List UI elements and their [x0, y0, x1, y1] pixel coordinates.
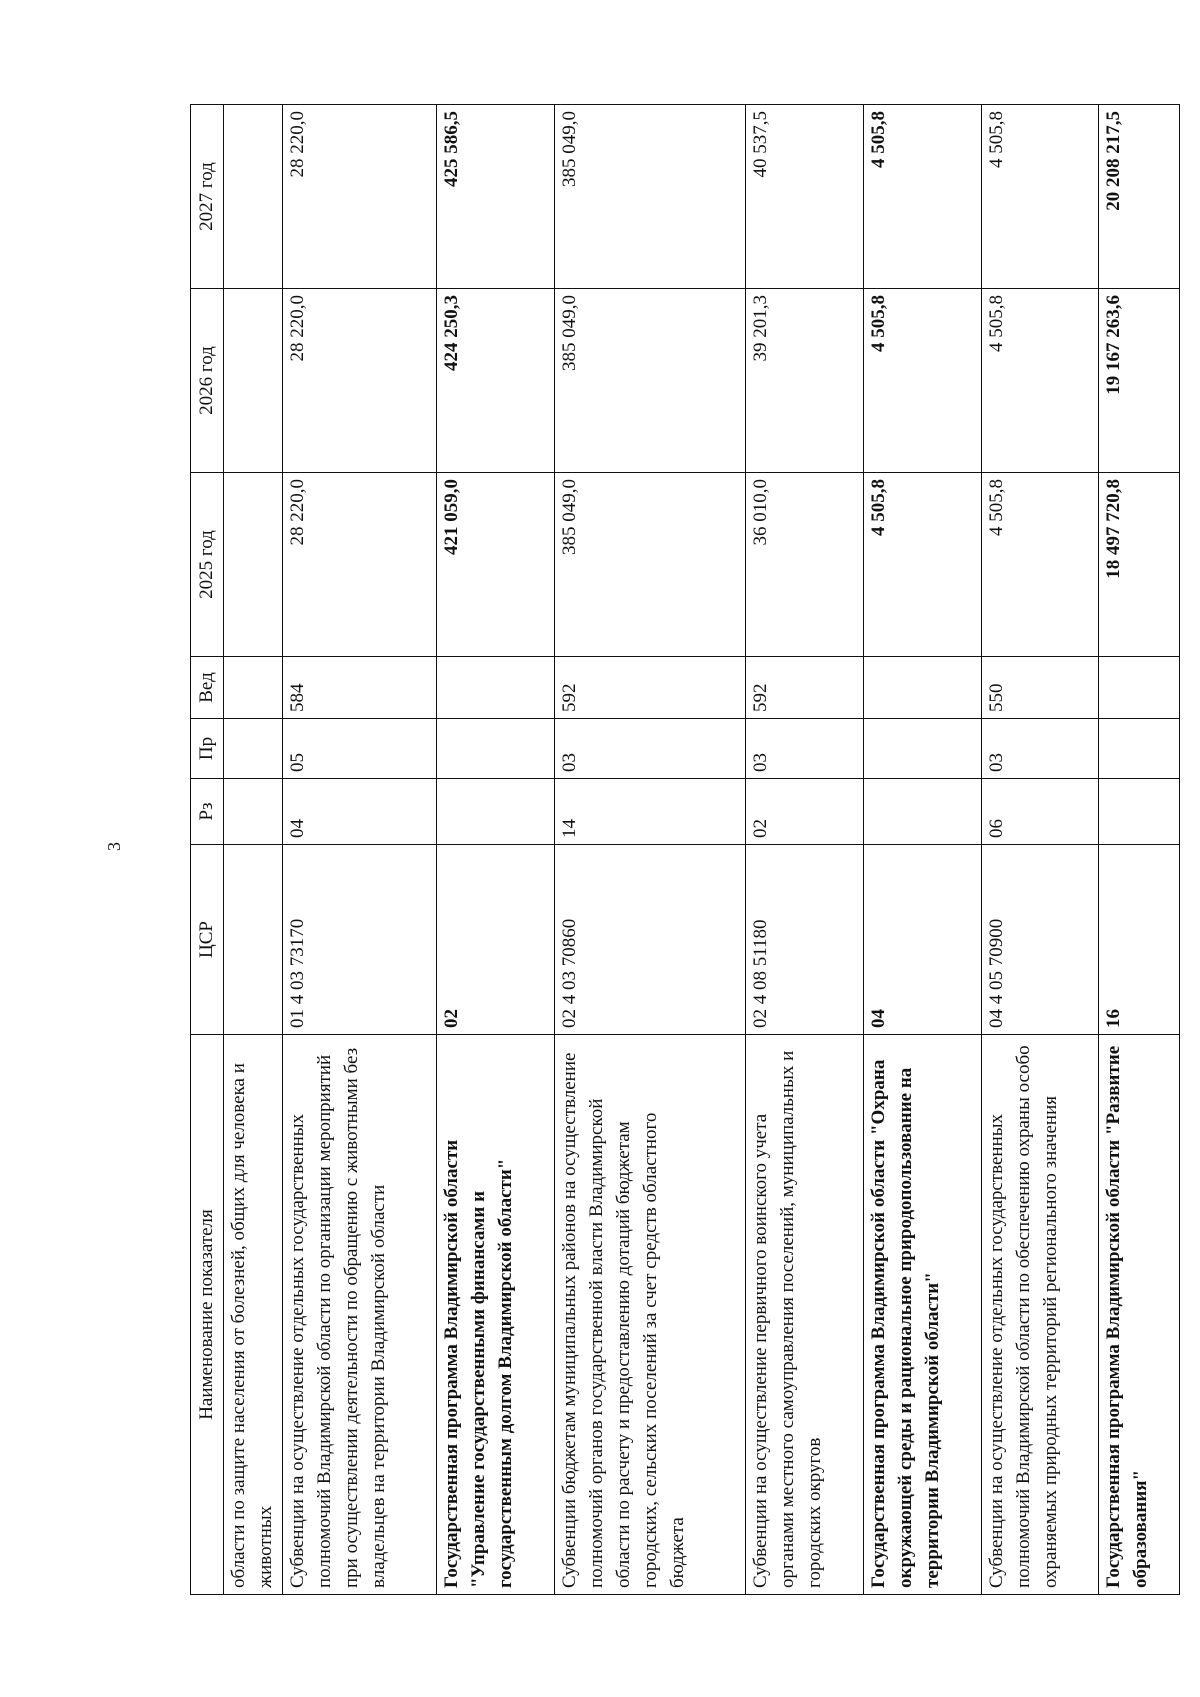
table-row — [1099, 105, 1180, 1595]
row-2026 — [224, 289, 283, 473]
header-csr: ЦСР — [191, 845, 224, 1035]
row-2026: 19 167 263,6 — [1099, 289, 1180, 473]
row-rz — [1099, 779, 1180, 845]
row-pr — [1099, 719, 1180, 779]
row-csr: 04 4 05 70900 — [981, 845, 1099, 1035]
row-ved — [224, 657, 283, 719]
row-rz: 02 — [746, 779, 864, 845]
row-2025 — [224, 473, 283, 657]
table-row — [746, 105, 864, 1595]
row-2025: 18 497 720,8 — [1099, 473, 1180, 657]
row-name: области по защите населения от болезней, общих для человека и животных — [224, 1035, 283, 1595]
table-header-row — [191, 105, 224, 1595]
row-2027: 4 505,8 — [981, 105, 1099, 289]
header-pr: Пр — [191, 719, 224, 779]
table-row — [282, 105, 437, 1595]
row-ved: 584 — [282, 657, 437, 719]
table-row — [981, 105, 1099, 1595]
row-2025: 28 220,0 — [282, 473, 437, 657]
table-row — [555, 105, 746, 1595]
budget-table-container — [190, 105, 1180, 1595]
row-rz — [224, 779, 283, 845]
header-rz: Рз — [191, 779, 224, 845]
row-2026: 385 049,0 — [555, 289, 746, 473]
row-name: Субвенции на осуществление отдельных государственных полномочий Владимирской области по организации мероприятий при осуществлении деятельности по обращению с животными без владельцев на территории Владимирской области — [282, 1035, 437, 1595]
header-2025: 2025 год — [191, 473, 224, 657]
row-2025: 4 505,8 — [981, 473, 1099, 657]
row-ved: 592 — [746, 657, 864, 719]
row-pr: 03 — [981, 719, 1099, 779]
row-name: Государственная программа Владимирской области "Охрана окружающей среды и рациональное природопользование на территории Владимирской области" — [864, 1035, 982, 1595]
row-2027: 425 586,5 — [437, 105, 555, 289]
row-csr: 01 4 03 73170 — [282, 845, 437, 1035]
row-2026: 28 220,0 — [282, 289, 437, 473]
row-2027: 28 220,0 — [282, 105, 437, 289]
row-2027 — [224, 105, 283, 289]
row-csr: 02 — [437, 845, 555, 1035]
row-name: Государственная программа Владимирской области "Развитие образования" — [1099, 1035, 1180, 1595]
header-2027: 2027 год — [191, 105, 224, 289]
row-ved — [437, 657, 555, 719]
header-ved: Вед — [191, 657, 224, 719]
row-pr — [864, 719, 982, 779]
row-rz — [437, 779, 555, 845]
row-csr — [224, 845, 283, 1035]
row-name: Государственная программа Владимирской области "Управление государственными финансами и государственным долгом Владимирской области" — [437, 1035, 555, 1595]
row-csr: 16 — [1099, 845, 1180, 1035]
row-pr — [224, 719, 283, 779]
row-pr: 03 — [555, 719, 746, 779]
row-2025: 36 010,0 — [746, 473, 864, 657]
row-ved: 550 — [981, 657, 1099, 719]
table-row — [437, 105, 555, 1595]
row-ved — [1099, 657, 1180, 719]
row-csr: 04 — [864, 845, 982, 1035]
table-row — [864, 105, 982, 1595]
row-pr: 05 — [282, 719, 437, 779]
row-2025: 421 059,0 — [437, 473, 555, 657]
row-csr: 02 4 08 51180 — [746, 845, 864, 1035]
row-ved: 592 — [555, 657, 746, 719]
page-number: 3 — [104, 842, 124, 851]
row-rz: 04 — [282, 779, 437, 845]
row-2026: 4 505,8 — [864, 289, 982, 473]
row-rz: 14 — [555, 779, 746, 845]
header-name: Наименование показателя — [191, 1035, 224, 1595]
row-name: Субвенции бюджетам муниципальных районов на осуществление полномочий органов государственной власти Владимирской области по расчету и предоставлению дотаций бюджетам городских, сельских поселений за счет средств областного бюджета — [555, 1035, 746, 1595]
row-2025: 385 049,0 — [555, 473, 746, 657]
row-name: Субвенции на осуществление отдельных государственных полномочий Владимирской области по обеспечению охраны особо охраняемых природных территорий регионального значения — [981, 1035, 1099, 1595]
row-rz: 06 — [981, 779, 1099, 845]
table-row — [224, 105, 283, 1595]
row-2027: 4 505,8 — [864, 105, 982, 289]
row-2026: 4 505,8 — [981, 289, 1099, 473]
row-pr — [437, 719, 555, 779]
row-ved — [864, 657, 982, 719]
row-2026: 39 201,3 — [746, 289, 864, 473]
row-2027: 20 208 217,5 — [1099, 105, 1180, 289]
row-2026: 424 250,3 — [437, 289, 555, 473]
row-csr: 02 4 03 70860 — [555, 845, 746, 1035]
row-pr: 03 — [746, 719, 864, 779]
row-rz — [864, 779, 982, 845]
row-2027: 40 537,5 — [746, 105, 864, 289]
header-2026: 2026 год — [191, 289, 224, 473]
row-2025: 4 505,8 — [864, 473, 982, 657]
row-2027: 385 049,0 — [555, 105, 746, 289]
budget-table — [190, 104, 1180, 1595]
row-name: Субвенции на осуществление первичного воинского учета органами местного самоуправления поселений, муниципальных и городских округов — [746, 1035, 864, 1595]
